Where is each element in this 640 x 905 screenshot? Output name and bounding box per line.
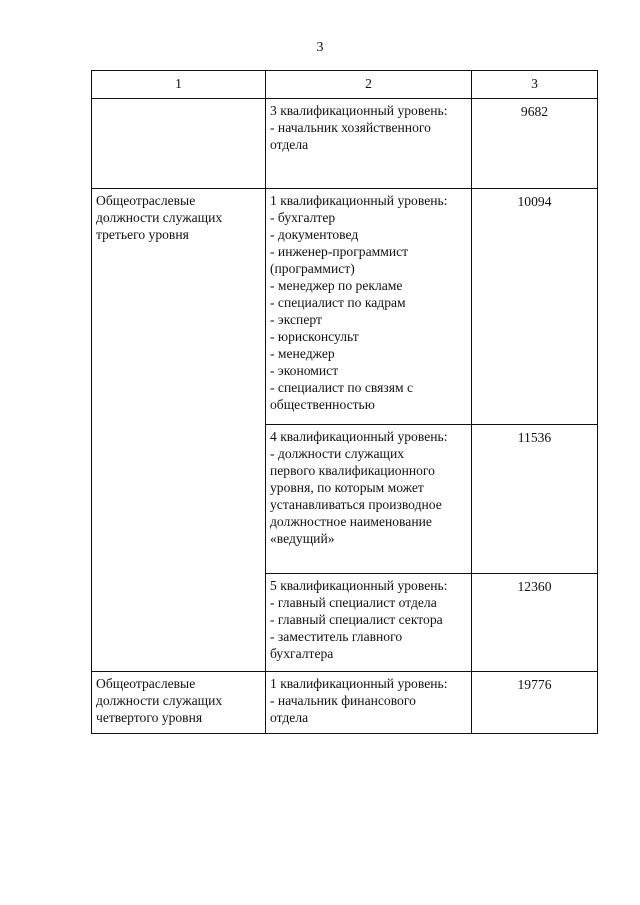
position-line: устанавливаться производное xyxy=(270,497,442,512)
level-cell xyxy=(266,425,472,574)
group-cell-empty xyxy=(92,99,266,189)
position-line: - начальник финансового xyxy=(270,693,416,708)
level-cell xyxy=(266,574,472,672)
header-col-3: 3 xyxy=(472,71,598,99)
level-title: 1 квалификационный уровень: xyxy=(270,676,448,691)
position-line: первого квалификационного xyxy=(270,463,435,478)
header-col-2: 2 xyxy=(266,71,472,99)
position-line: - главный специалист сектора xyxy=(270,612,443,627)
group-cell-third-level xyxy=(92,189,266,672)
page-number: 3 xyxy=(316,40,324,55)
position-line: общественностью xyxy=(270,397,375,412)
group-name-line: Общеотраслевые xyxy=(96,676,196,691)
group-name-line: Общеотраслевые xyxy=(96,193,196,208)
position-line: - начальник хозяйственного xyxy=(270,120,431,135)
position-line: - главный специалист отдела xyxy=(270,595,437,610)
position-line: (программист) xyxy=(270,261,355,276)
header-col-1: 1 xyxy=(92,71,266,99)
position-line: - инженер-программист xyxy=(270,244,409,259)
position-line: - менеджер xyxy=(270,346,335,361)
group-name-line: должности служащих xyxy=(96,210,223,225)
group-name-line: третьего уровня xyxy=(96,227,189,242)
position-line: - менеджер по рекламе xyxy=(270,278,403,293)
position-line: - экономист xyxy=(270,363,339,378)
position-line: - юрисконсульт xyxy=(270,329,359,344)
group-name-line: четвертого уровня xyxy=(96,710,203,725)
salary-value: 12360 xyxy=(472,574,598,672)
position-line: «ведущий» xyxy=(270,531,335,546)
position-line: отдела xyxy=(270,710,309,725)
group-name-line: должности служащих xyxy=(96,693,223,708)
salary-value: 11536 xyxy=(472,425,598,574)
table-row xyxy=(92,189,598,425)
position-line: отдела xyxy=(270,137,309,152)
position-line: бухгалтера xyxy=(270,646,334,661)
salary-value: 19776 xyxy=(472,672,598,734)
salary-value: 10094 xyxy=(472,189,598,425)
table-row xyxy=(92,99,598,189)
position-line: - должности служащих xyxy=(270,446,405,461)
position-line: - эксперт xyxy=(270,312,322,327)
salary-table xyxy=(91,70,598,734)
level-cell xyxy=(266,99,472,189)
level-cell xyxy=(266,672,472,734)
position-line: - заместитель главного xyxy=(270,629,403,644)
position-line: - специалист по кадрам xyxy=(270,295,406,310)
position-line: уровня, по которым может xyxy=(270,480,424,495)
level-title: 4 квалификационный уровень: xyxy=(270,429,448,444)
level-title: 1 квалификационный уровень: xyxy=(270,193,448,208)
position-line: - документовед xyxy=(270,227,359,242)
group-cell-fourth-level xyxy=(92,672,266,734)
level-title: 5 квалификационный уровень: xyxy=(270,578,448,593)
position-line: - специалист по связям с xyxy=(270,380,414,395)
level-title: 3 квалификационный уровень: xyxy=(270,103,448,118)
position-line: - бухгалтер xyxy=(270,210,336,225)
salary-value: 9682 xyxy=(472,99,598,189)
table-row xyxy=(92,672,598,734)
level-cell xyxy=(266,189,472,425)
table-header-row xyxy=(92,71,598,99)
position-line: должностное наименование xyxy=(270,514,432,529)
